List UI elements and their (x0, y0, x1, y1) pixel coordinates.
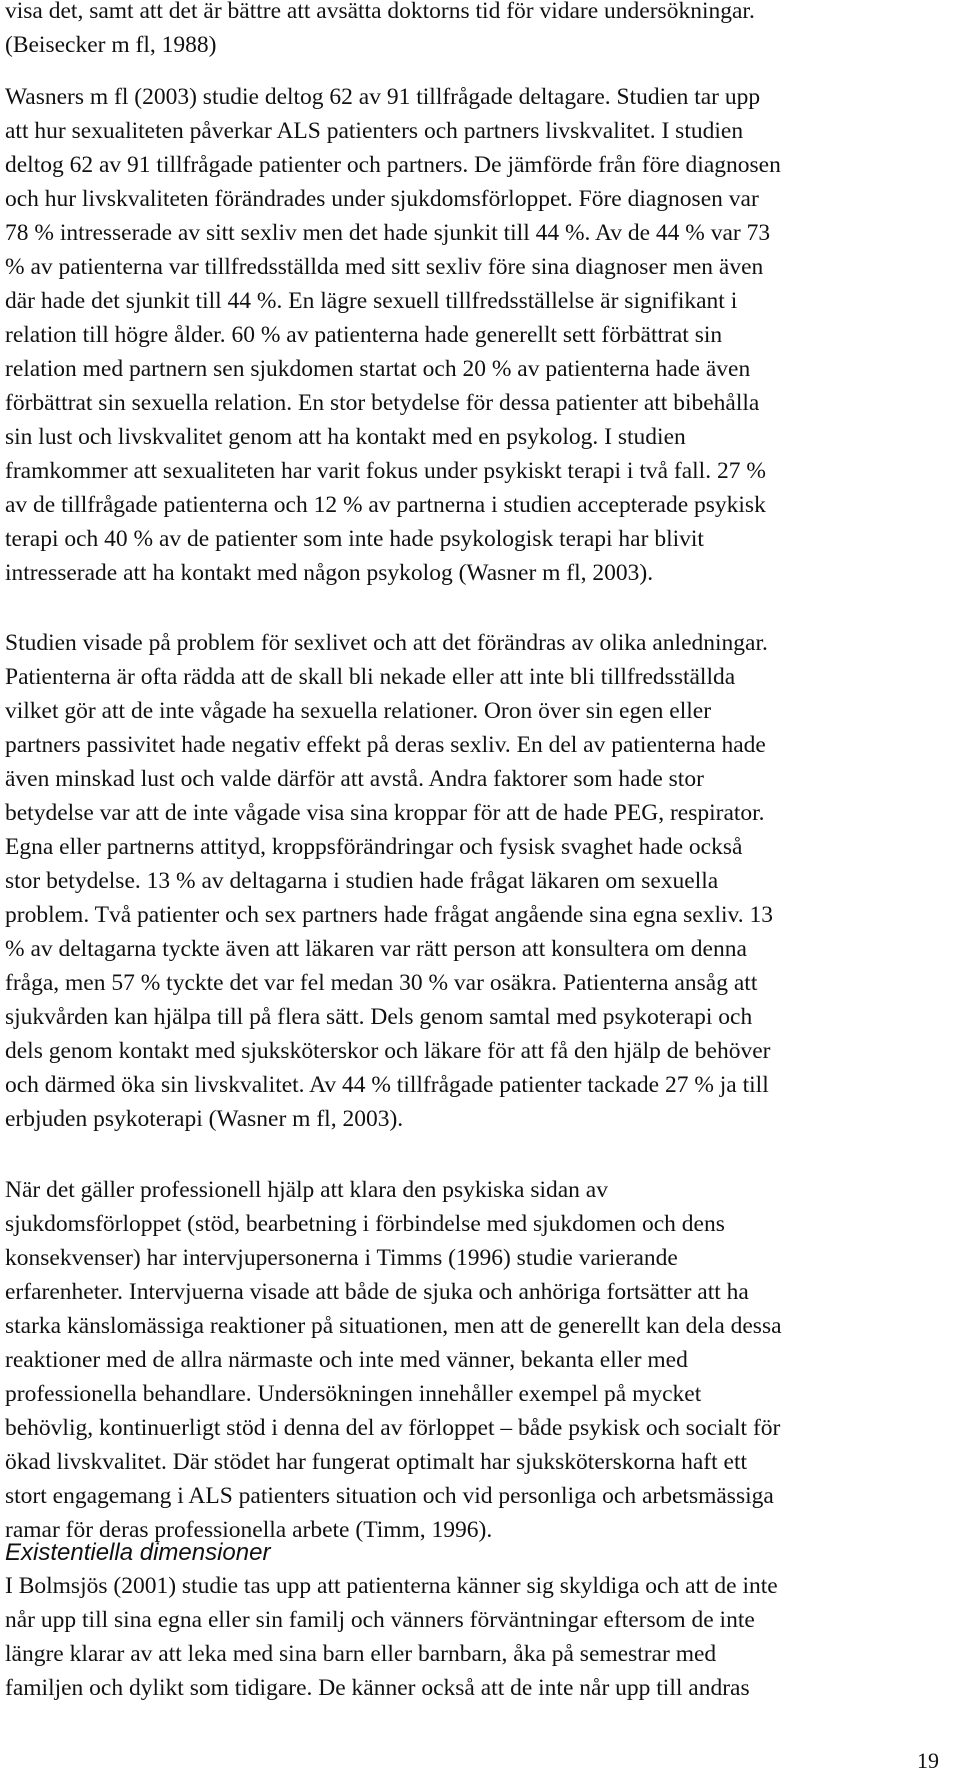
paragraph-sexlife-problems (5, 626, 960, 1136)
text-line: behövlig, kontinuerligt stöd i denna del av förloppet – både psykisk och socialt för (5, 1415, 781, 1441)
text-line: Studien visade på problem för sexlivet och att det förändras av olika anledningar. (5, 630, 768, 656)
text-line: visa det, samt att det är bättre att avsätta doktorns tid för vidare undersökningar. (5, 0, 755, 24)
text-line: % av patienterna var tillfredsställda med sitt sexliv före sina diagnoser men även (5, 254, 764, 280)
text-line: % av deltagarna tyckte även att läkaren var rätt person att konsultera om denna (5, 936, 747, 962)
text-line: sjukvården kan hjälpa till på flera sätt. Dels genom samtal med psykoterapi och (5, 1004, 753, 1030)
section-heading: Existentiella dimensioner (5, 1539, 271, 1566)
text-line: reaktioner med de allra närmaste och inte med vänner, bekanta eller med (5, 1347, 688, 1373)
text-line: och därmed öka sin livskvalitet. Av 44 % tillfrågade patienter tackade 27 % ja till (5, 1072, 769, 1098)
text-line: När det gäller professionell hjälp att klara den psykiska sidan av (5, 1177, 608, 1203)
text-line: partners passivitet hade negativ effekt på deras sexliv. En del av patienterna hade (5, 732, 766, 758)
text-line: intresserade att ha kontakt med någon psykolog (Wasner m fl, 2003). (5, 560, 654, 586)
text-line: I Bolmsjös (2001) studie tas upp att patienterna känner sig skyldiga och att de inte (5, 1573, 778, 1599)
text-line: erfarenheter. Intervjuerna visade att både de sjuka och anhöriga fortsätter att ha (5, 1279, 749, 1305)
text-line: Wasners m fl (2003) studie deltog 62 av 91 tillfrågade deltagare. Studien tar upp (5, 84, 761, 110)
text-line: konsekvenser) har intervjupersonerna i Timms (1996) studie varierande (5, 1245, 678, 1271)
text-line: professionella behandlare. Undersökningen innehåller exempel på mycket (5, 1381, 702, 1407)
text-line: sin lust och livskvalitet genom att ha kontakt med en psykolog. I studien (5, 424, 686, 450)
text-line: vilket gör att de inte vågade ha sexuella relationer. Oron över sin egen eller (5, 698, 712, 724)
text-line: och hur livskvaliteten förändrades under sjukdomsförloppet. Före diagnosen var (5, 186, 759, 212)
text-line: fråga, men 57 % tyckte det var fel medan 30 % var osäkra. Patienterna ansåg att (5, 970, 758, 996)
text-line: betydelse var att de inte vågade visa sina kroppar för att de hade PEG, respirator. (5, 800, 765, 826)
text-line: Egna eller partnerns attityd, kroppsförändringar och fysisk svaghet hade också (5, 834, 743, 860)
page-number: 19 (917, 1748, 939, 1773)
text-line: stort engagemang i ALS patienters situation och vid personliga och arbetsmässiga (5, 1483, 774, 1509)
text-line: dels genom kontakt med sjuksköterskor och läkare för att få den hjälp de behöver (5, 1038, 771, 1064)
paragraph-wasner-study (5, 80, 960, 590)
text-line: relation med partnern sen sjukdomen startat och 20 % av patienterna hade även (5, 356, 751, 382)
text-line: sjukdomsförloppet (stöd, bearbetning i förbindelse med sjukdomen och dens (5, 1211, 725, 1237)
text-line: når upp till sina egna eller sin familj och vänners förväntningar eftersom de inte (5, 1607, 755, 1633)
text-line: framkommer att sexualiteten har varit fokus under psykiskt terapi i två fall. 27 % (5, 458, 766, 484)
text-line: där hade det sjunkit till 44 %. En lägre sexuell tillfredsställelse är signifikant i (5, 288, 738, 314)
text-line: relation till högre ålder. 60 % av patienterna hade generellt sett förbättrat sin (5, 322, 723, 348)
text-line: terapi och 40 % av de patienter som inte hade psykologisk terapi har blivit (5, 526, 704, 552)
text-line: förbättrat sin sexuella relation. En stor betydelse för dessa patienter att bibehålla (5, 390, 760, 416)
text-line: att hur sexualiteten påverkar ALS patienters och partners livskvalitet. I studien (5, 118, 744, 144)
paragraph-existential (5, 1569, 960, 1705)
text-line: erbjuden psykoterapi (Wasner m fl, 2003). (5, 1106, 404, 1132)
text-line: av de tillfrågade patienterna och 12 % av partnerna i studien accepterade psykisk (5, 492, 766, 518)
paragraph-intro (5, 0, 960, 62)
text-line: även minskad lust och valde därför att avstå. Andra faktorer som hade stor (5, 766, 704, 792)
text-line: stor betydelse. 13 % av deltagarna i studien hade frågat läkaren om sexuella (5, 868, 719, 894)
text-line: deltog 62 av 91 tillfrågade patienter och partners. De jämförde från före diagnosen (5, 152, 781, 178)
paragraph-professional-help (5, 1173, 960, 1547)
text-line: Patienterna är ofta rädda att de skall bli nekade eller att inte bli tillfredsställda (5, 664, 736, 690)
text-line: ramar för deras professionella arbete (Timm, 1996). (5, 1517, 493, 1543)
text-line: starka känslomässiga reaktioner på situationen, men att de generellt kan dela dessa (5, 1313, 782, 1339)
text-line: problem. Två patienter och sex partners hade frågat angående sina egna sexliv. 13 (5, 902, 774, 928)
text-line: (Beisecker m fl, 1988) (5, 32, 217, 58)
text-line: 78 % intresserade av sitt sexliv men det hade sjunkit till 44 %. Av de 44 % var 73 (5, 220, 771, 246)
text-line: längre klarar av att leka med sina barn eller barnbarn, åka på semestrar med (5, 1641, 717, 1667)
text-line: ökad livskvalitet. Där stödet har fungerat optimalt har sjuksköterskorna haft ett (5, 1449, 748, 1475)
text-line: familjen och dylikt som tidigare. De känner också att de inte når upp till andras (5, 1675, 750, 1701)
